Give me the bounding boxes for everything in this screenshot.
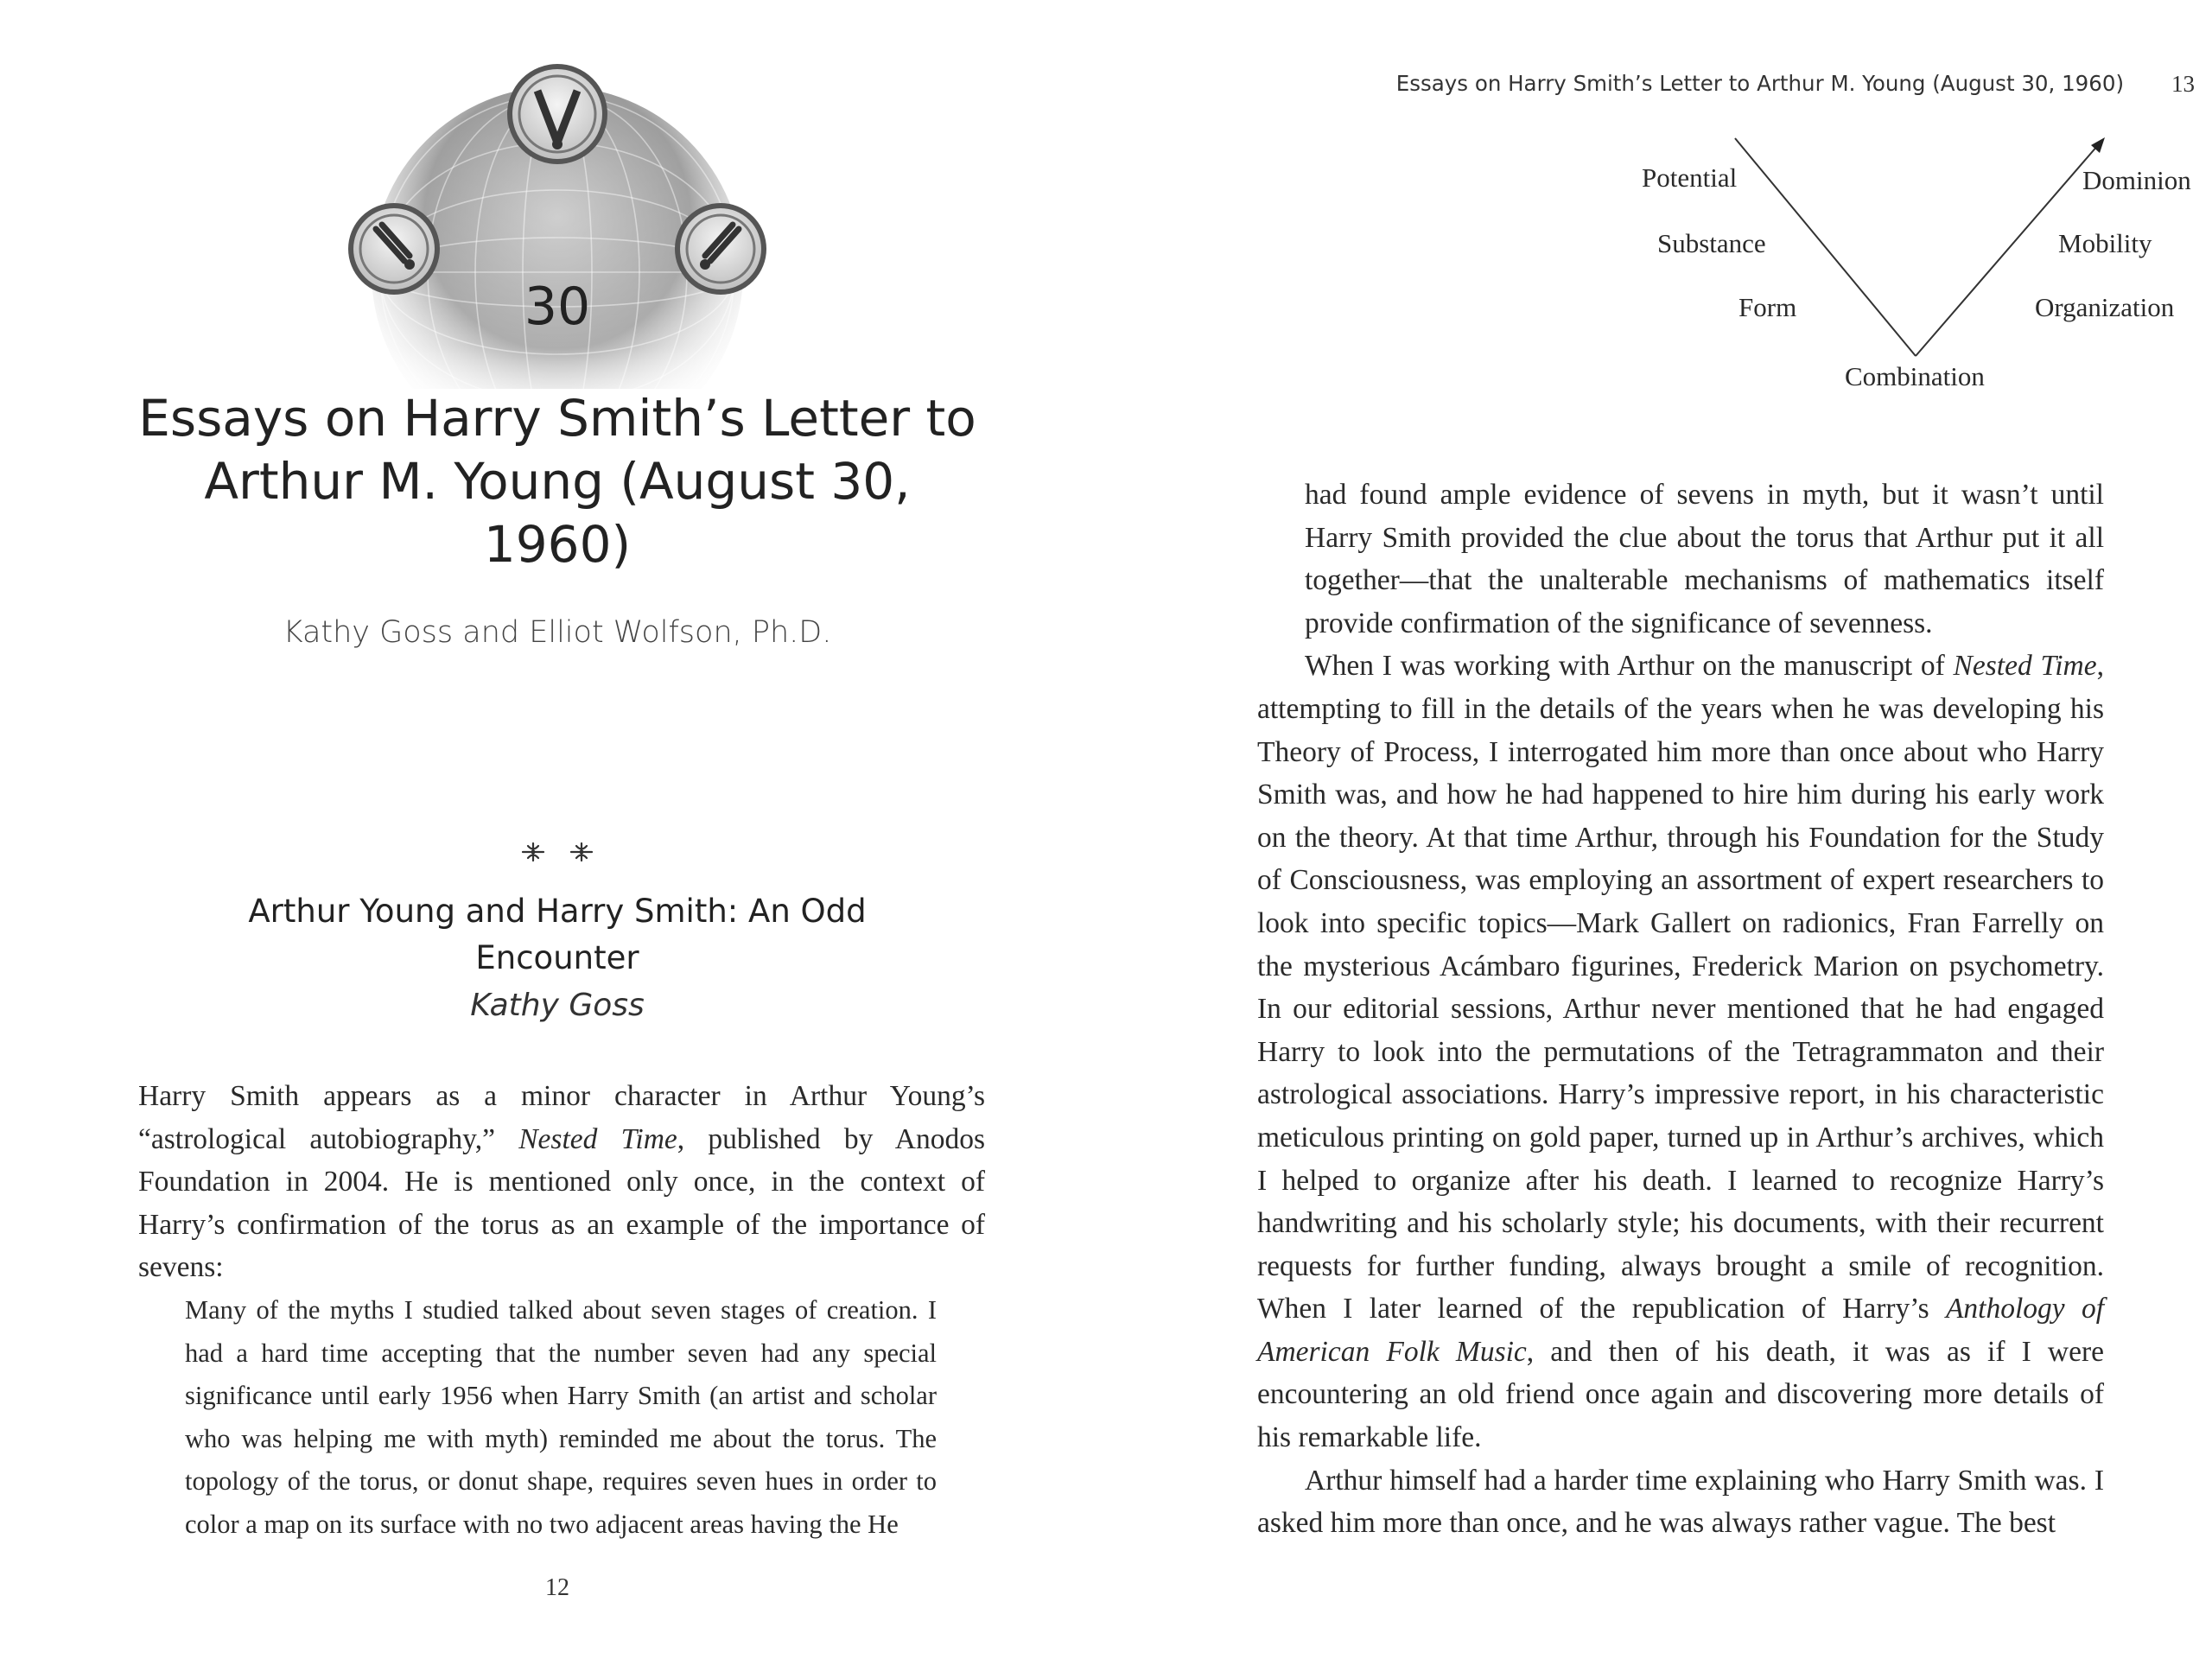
section-ornament-icon <box>514 835 601 869</box>
diagram-label-dominion: Dominion <box>2082 165 2191 195</box>
right-page-body <box>1257 474 2104 1545</box>
process-v-diagram <box>1348 130 2212 406</box>
right-page <box>1106 0 2212 1659</box>
diagram-label-combination: Combination <box>1845 361 1985 391</box>
section-title: Arthur Young and Harry Smith: An Odd Encounter <box>248 893 867 976</box>
paragraph-arthur-himself: Arthur himself had a harder time explaining who Harry Smith was. I asked him more than once, and he was always rather vague. The best <box>1257 1464 2104 1540</box>
right-medallion <box>677 206 764 292</box>
chapter-authors: Kathy Goss and Elliot Wolfson, Ph.D. <box>283 615 832 650</box>
chapter-title: Essays on Harry Smith’s Letter to Arthur M. Young (August 30, 1960) <box>138 389 976 574</box>
chapter-number: 30 <box>524 276 591 337</box>
diagram-label-potential: Potential <box>1642 162 1738 193</box>
section-author: Kathy Goss <box>470 988 645 1023</box>
running-head <box>1279 71 2195 105</box>
diagram-label-substance: Substance <box>1657 228 1766 258</box>
chapter-emblem <box>320 60 795 389</box>
page-number: 12 <box>545 1574 569 1601</box>
running-head-title: Essays on Harry Smith’s Letter to Arthur M. Young (August 30, 1960) <box>1395 71 2124 96</box>
left-medallion <box>351 206 437 292</box>
book-title-nested-time: Nested Time <box>518 1122 677 1155</box>
paragraph-nested-time: When I was working with Arthur on the manuscript of Nested Time, attempting to fill in the details of the years when he was developing his Theory of Process, I interrogated him more than once about who Harry Smith was, and how he had happened to hire him during his early work on the theory. At that time Arthur, through his Foundation for the Study of Consciousness, was employing an assortment of expert researchers to look into specific topics—Mark Gallert on radionics, Fran Farrelly on the mysterious Acámbaro figurines, Frederick Marion on psychometry. In our editorial sessions, Arthur never mentioned that he had engaged Harry to look into the permutations of the Tetragrammaton and their astrological associations. Harry’s impressive report, in his characteristic meticulous printing on gold paper, turned up in Arthur’s archives, which I helped to organize after his death. I learned to recognize Harry’s handwriting and his scholarly style; his documents, with their recurrent requests for further funding, always brought a smile of recognition. When I later learned of the republication of Harry’s Anthology of American Folk Music, and then of his death, it was as if I were encountering an old friend once again and discovering more details of his remarkable life. <box>1257 650 2104 1454</box>
intro-paragraph: Harry Smith appears as a minor character in Arthur Young’s “astrological autobiography,” Nested Time, published by Anodos Foundation in 2004. He is mentioned only once, in the context of Harry’s confirmation of the torus as an example of the importance of sevens: <box>138 1080 985 1284</box>
paragraph-continued: had found ample evidence of sevens in myth, but it wasn’t until Harry Smith provided the clue about the torus that Arthur put it all together—that the unalterable mechanisms of mathematics itself provide confirmation of the significance of sevenness. <box>1305 479 2104 639</box>
page-number: 13 <box>2171 71 2195 97</box>
diagram-label-organization: Organization <box>2035 292 2175 322</box>
book-title-nested-time: Nested Time <box>1953 650 2097 683</box>
top-medallion <box>510 67 605 162</box>
book-title-anthology: Anthology of American Folk Music <box>1257 1293 2104 1368</box>
diagram-label-mobility: Mobility <box>2058 228 2152 258</box>
block-quote: Many of the myths I studied talked about seven stages of creation. I had a hard time accepting that the number seven had any special significance until early 1956 when Harry Smith (an artist and scholar who was helping me with myth) reminded me about the torus. The topology of the torus, or donut shape, requires seven hues in order to color a map on its surface with no two adjacent areas having the He <box>185 1295 937 1539</box>
diagram-label-form: Form <box>1738 292 1797 322</box>
